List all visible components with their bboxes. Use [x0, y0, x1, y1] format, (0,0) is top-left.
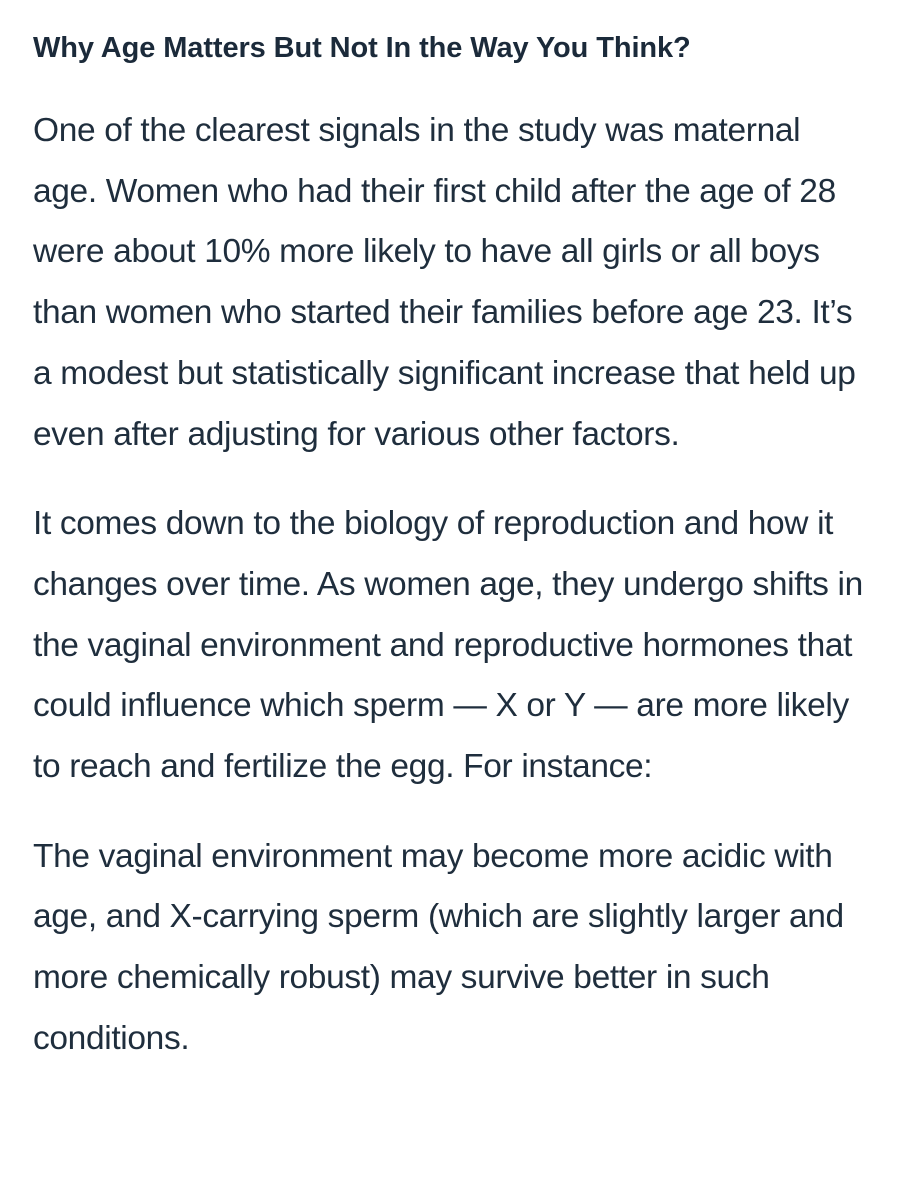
- paragraph-reproductive-biology: It comes down to the biology of reproduction and how it changes over time. As women age, they undergo shifts in the vaginal environment and reproductive hormones that could influence which sperm — X or Y — are more likely to reach and fertilize the egg. For instance:: [33, 505, 863, 786]
- section-heading: Why Age Matters But Not In the Way You Think?: [33, 32, 691, 64]
- paragraph-maternal-age: One of the clearest signals in the study was maternal age. Women who had their first child after the age of 28 were about 10% more likely to have all girls or all boys than women who started their families before age 23. It’s a modest but statistically significant increase that held up even after adjusting for various other factors.: [33, 112, 856, 453]
- article-body: [33, 28, 871, 1070]
- paragraph-vaginal-environment: The vaginal environment may become more acidic with age, and X-carrying sperm (which are slightly larger and more chemically robust) may survive better in such conditions.: [33, 837, 844, 1057]
